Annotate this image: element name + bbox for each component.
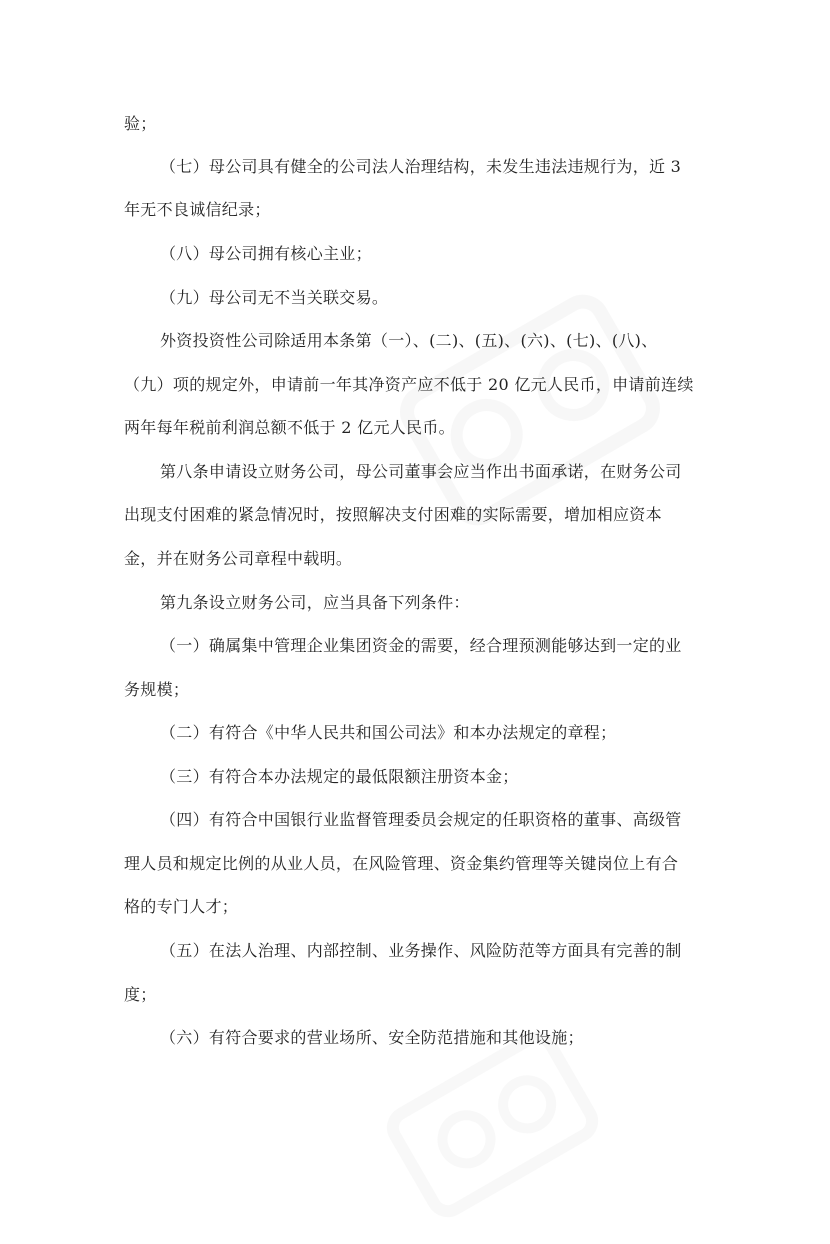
text-line: 出现支付困难的紧急情况时，按照解决支付困难的实际需要，增加相应资本	[124, 505, 662, 524]
text-line: 年无不良诚信纪录；	[124, 200, 271, 219]
text-line: （七）母公司具有健全的公司法人治理结构，未发生违法违规行为，近 3	[160, 157, 682, 176]
text-line: 第九条设立财务公司，应当具备下列条件：	[160, 593, 470, 612]
text-line: （八）母公司拥有核心主业；	[160, 244, 372, 263]
text-line: 第八条申请设立财务公司，母公司董事会应当作出书面承诺，在财务公司	[160, 462, 682, 481]
text-line: 验；	[124, 114, 157, 133]
text-line: 度；	[124, 985, 157, 1004]
text-line: 金，并在财务公司章程中载明。	[124, 549, 353, 568]
text-line: 务规模；	[124, 680, 190, 699]
text-line: 格的专门人才；	[124, 897, 239, 916]
text-line: （四）有符合中国银行业监督管理委员会规定的任职资格的董事、高级管	[160, 810, 682, 829]
text-line: （九）项的规定外，申请前一年其净资产应不低于 20 亿元人民币，申请前连续	[124, 375, 694, 394]
text-line: 外资投资性公司除适用本条第（一）、(二)、(五)、(六)、(七)、(八)、	[160, 331, 658, 350]
text-line: （五）在法人治理、内部控制、业务操作、风险防范等方面具有完善的制	[160, 941, 682, 960]
text-line: （九）母公司无不当关联交易。	[160, 288, 389, 307]
text-line: （二）有符合《中华人民共和国公司法》和本办法规定的章程；	[160, 723, 617, 742]
text-line: 理人员和规定比例的从业人员，在风险管理、资金集约管理等关键岗位上有合	[124, 854, 679, 873]
text-line: （六）有符合要求的营业场所、安全防范措施和其他设施；	[160, 1028, 584, 1047]
text-line: 两年每年税前利润总额不低于 2 亿元人民币。	[124, 418, 455, 437]
text-line: （三）有符合本办法规定的最低限额注册资本金；	[160, 767, 519, 786]
text-line: （一）确属集中管理企业集团资金的需要，经合理预测能够达到一定的业	[160, 636, 682, 655]
